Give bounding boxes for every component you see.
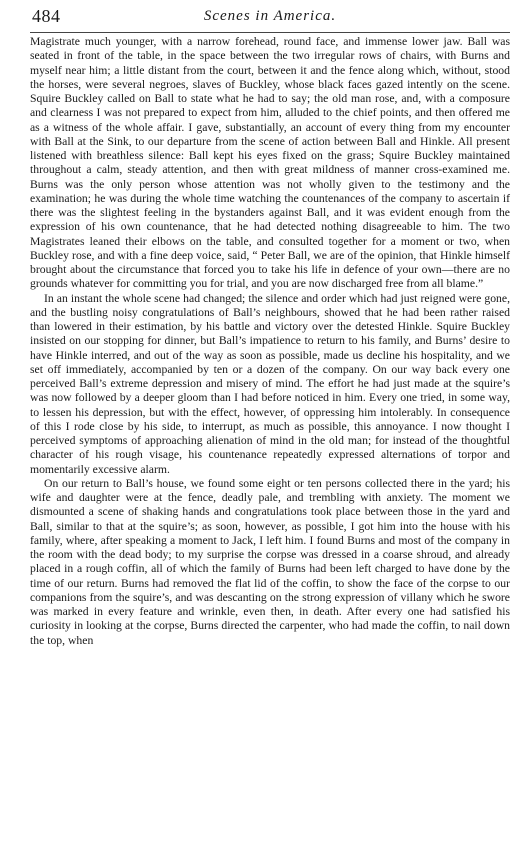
paragraph-1: Magistrate much younger, with a narrow forehead, round face, and immense lower jaw. Ball was seated in front of the table, in the space between the two irregular rows of chairs, with Burns and myself near him; a little distant from the court, between it and the fence along which, without, stood the horses, were several negroes, slaves of Buckley, whose black faces gazed intently on the scene. Squire Buckley called on Ball to state what he had to say; the old man rose, and, with a composure and clearness I was not prepared to expect from him, alluded to the chief points, and then offered me as a witness of the whole affair. I gave, substantially, an account of every thing from my encounter with Ball at the Sink, to our departure from the scene of action between Ball and Hinkle. All present listened with breathless silence: Ball kept his eyes fixed on the grass; Squire Buckley maintained throughout a calm, steady attention, and then with great mildness of manner cross-examined me. Burns was the only person whose attention was not wholly given to the testimony and the examination; he was during the whole time watching the countenances of the company to ascertain if there was the slightest feeling in the bystanders against Ball, and it was evident enough from the expression of his own countenance, that he had detected nothing disagreeable to him. The two Magistrates leaned their elbows on the table, and consulted together for a moment or two, when Buckley rose, and with a fine deep voice, said, “ Peter Ball, we are of the opinion, that Hinkle himself brought about the circumstance that forced you to take his life in defence of your own—there are no grounds whatever for committing you for trial, and you are now discharged free from all blame.” <box>30 35 510 291</box>
book-page <box>30 6 510 648</box>
paragraph-3: On our return to Ball’s house, we found some eight or ten persons collected there in the yard; his wife and daughter were at the fence, deadly pale, and trembling with anxiety. The moment we dismounted a scene of shaking hands and congratulations took place between those in the yard and Ball, similar to that at the squire’s; as soon, however, as possible, I got him into the house with his family, where, after speaking a moment to Jack, I left him. I found Burns and most of the company in the room with the dead body; to my surprise the corpse was dressed in a coarse shroud, and already placed in a rough coffin, all of which the family of Burns had been left charged to have done by the time of our return. Burns had removed the flat lid of the coffin, to show the face of the corpse to our companions from the squire’s, and was descanting on the strong expression of villany which he swore was marked in every feature and wrinkle, even then, in death. After every one had satisfied his curiosity in looking at the corpse, Burns directed the carpenter, who had made the coffin, to nail down the top, when <box>30 476 510 647</box>
body-text <box>30 35 510 648</box>
page-number: 484 <box>32 6 61 26</box>
paragraph-2: In an instant the whole scene had changed; the silence and order which had just reigned were gone, and the bustling noisy congratulations of Ball’s neighbours, showed that he had been rather raised than lowered in their estimation, by his battle and victory over the detested Hinkle. Squire Buckley insisted on our stopping for dinner, but Ball’s impatience to return to his family, and Burns’ desire to have Hinkle interred, and out of the way as soon as possible, made us decline his hospitality, and we set off immediately, accompanied by ten or a dozen of the company. On our way back every one perceived Ball’s extreme depression and misery of mind. The effort he had just made at the squire’s was now followed by a deeper gloom than I had before noticed in him. Every one tried, in some way, to lessen his depression, but with the effect, however, of oppressing him intolerably. In consequence of this I rode close by his side, to interrupt, as much as possible, this annoyance. I now thought I perceived symptoms of approaching alienation of mind in the old man; for instead of the thoughtful character of his rough visage, his countenance repeatedly expressed alternations of torpor and momentarily excessive alarm. <box>30 291 510 476</box>
running-title: Scenes in America. <box>203 8 337 24</box>
running-head <box>30 6 510 33</box>
